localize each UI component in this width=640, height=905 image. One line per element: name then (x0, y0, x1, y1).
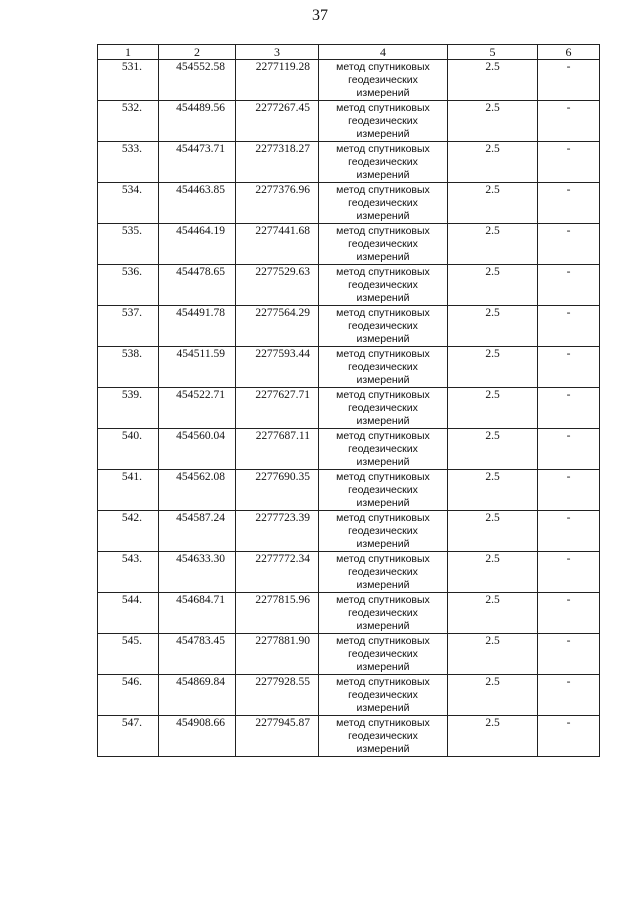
point-number-cell: 532. (98, 101, 159, 142)
x-coordinate-cell: 454464.19 (159, 224, 236, 265)
point-number-cell: 542. (98, 511, 159, 552)
accuracy-cell: 2.5 (448, 511, 538, 552)
note-cell: - (538, 675, 600, 716)
column-header-4: 4 (319, 45, 448, 60)
y-coordinate-cell: 2277928.55 (236, 675, 319, 716)
method-cell: метод спутниковых геодезических измерений (319, 60, 448, 101)
table-row (98, 306, 600, 347)
method-cell: метод спутниковых геодезических измерений (319, 470, 448, 511)
method-cell: метод спутниковых геодезических измерений (319, 265, 448, 306)
table-body (98, 60, 600, 757)
note-cell: - (538, 183, 600, 224)
table-header-row (98, 45, 600, 60)
point-number-cell: 540. (98, 429, 159, 470)
y-coordinate-cell: 2277945.87 (236, 716, 319, 757)
point-number-cell: 536. (98, 265, 159, 306)
table-row (98, 388, 600, 429)
column-header-2: 2 (159, 45, 236, 60)
y-coordinate-cell: 2277815.96 (236, 593, 319, 634)
method-cell: метод спутниковых геодезических измерений (319, 552, 448, 593)
method-cell: метод спутниковых геодезических измерений (319, 101, 448, 142)
point-number-cell: 544. (98, 593, 159, 634)
x-coordinate-cell: 454587.24 (159, 511, 236, 552)
accuracy-cell: 2.5 (448, 265, 538, 306)
table-row (98, 183, 600, 224)
y-coordinate-cell: 2277441.68 (236, 224, 319, 265)
point-number-cell: 535. (98, 224, 159, 265)
accuracy-cell: 2.5 (448, 60, 538, 101)
note-cell: - (538, 388, 600, 429)
accuracy-cell: 2.5 (448, 429, 538, 470)
y-coordinate-cell: 2277687.11 (236, 429, 319, 470)
accuracy-cell: 2.5 (448, 306, 538, 347)
accuracy-cell: 2.5 (448, 470, 538, 511)
x-coordinate-cell: 454463.85 (159, 183, 236, 224)
x-coordinate-cell: 454552.58 (159, 60, 236, 101)
x-coordinate-cell: 454684.71 (159, 593, 236, 634)
table-row (98, 265, 600, 306)
column-header-5: 5 (448, 45, 538, 60)
point-number-cell: 534. (98, 183, 159, 224)
note-cell: - (538, 716, 600, 757)
x-coordinate-cell: 454869.84 (159, 675, 236, 716)
point-number-cell: 543. (98, 552, 159, 593)
accuracy-cell: 2.5 (448, 388, 538, 429)
accuracy-cell: 2.5 (448, 716, 538, 757)
point-number-cell: 531. (98, 60, 159, 101)
x-coordinate-cell: 454560.04 (159, 429, 236, 470)
accuracy-cell: 2.5 (448, 593, 538, 634)
point-number-cell: 533. (98, 142, 159, 183)
x-coordinate-cell: 454491.78 (159, 306, 236, 347)
accuracy-cell: 2.5 (448, 347, 538, 388)
note-cell: - (538, 429, 600, 470)
table-row (98, 716, 600, 757)
y-coordinate-cell: 2277772.34 (236, 552, 319, 593)
y-coordinate-cell: 2277564.29 (236, 306, 319, 347)
y-coordinate-cell: 2277376.96 (236, 183, 319, 224)
method-cell: метод спутниковых геодезических измерений (319, 593, 448, 634)
point-number-cell: 546. (98, 675, 159, 716)
accuracy-cell: 2.5 (448, 675, 538, 716)
table-row (98, 552, 600, 593)
y-coordinate-cell: 2277529.63 (236, 265, 319, 306)
note-cell: - (538, 347, 600, 388)
accuracy-cell: 2.5 (448, 634, 538, 675)
table-row (98, 634, 600, 675)
table-row (98, 101, 600, 142)
table-row (98, 142, 600, 183)
accuracy-cell: 2.5 (448, 552, 538, 593)
point-number-cell: 539. (98, 388, 159, 429)
note-cell: - (538, 593, 600, 634)
y-coordinate-cell: 2277723.39 (236, 511, 319, 552)
method-cell: метод спутниковых геодезических измерений (319, 306, 448, 347)
x-coordinate-cell: 454633.30 (159, 552, 236, 593)
method-cell: метод спутниковых геодезических измерений (319, 429, 448, 470)
method-cell: метод спутниковых геодезических измерений (319, 675, 448, 716)
x-coordinate-cell: 454783.45 (159, 634, 236, 675)
table-row (98, 347, 600, 388)
point-number-cell: 541. (98, 470, 159, 511)
method-cell: метод спутниковых геодезических измерений (319, 716, 448, 757)
accuracy-cell: 2.5 (448, 142, 538, 183)
x-coordinate-cell: 454522.71 (159, 388, 236, 429)
y-coordinate-cell: 2277119.28 (236, 60, 319, 101)
y-coordinate-cell: 2277593.44 (236, 347, 319, 388)
table-row (98, 511, 600, 552)
column-header-1: 1 (98, 45, 159, 60)
method-cell: метод спутниковых геодезических измерений (319, 634, 448, 675)
note-cell: - (538, 265, 600, 306)
point-number-cell: 538. (98, 347, 159, 388)
x-coordinate-cell: 454478.65 (159, 265, 236, 306)
accuracy-cell: 2.5 (448, 101, 538, 142)
y-coordinate-cell: 2277690.35 (236, 470, 319, 511)
y-coordinate-cell: 2277318.27 (236, 142, 319, 183)
x-coordinate-cell: 454489.56 (159, 101, 236, 142)
note-cell: - (538, 224, 600, 265)
x-coordinate-cell: 454473.71 (159, 142, 236, 183)
table-row (98, 60, 600, 101)
method-cell: метод спутниковых геодезических измерений (319, 142, 448, 183)
method-cell: метод спутниковых геодезических измерений (319, 388, 448, 429)
table-row (98, 224, 600, 265)
y-coordinate-cell: 2277267.45 (236, 101, 319, 142)
note-cell: - (538, 306, 600, 347)
note-cell: - (538, 470, 600, 511)
table-row (98, 593, 600, 634)
table-row (98, 429, 600, 470)
method-cell: метод спутниковых геодезических измерений (319, 347, 448, 388)
table-row (98, 675, 600, 716)
page-number: 37 (312, 7, 328, 24)
method-cell: метод спутниковых геодезических измерений (319, 224, 448, 265)
x-coordinate-cell: 454908.66 (159, 716, 236, 757)
note-cell: - (538, 142, 600, 183)
method-cell: метод спутниковых геодезических измерений (319, 183, 448, 224)
accuracy-cell: 2.5 (448, 224, 538, 265)
x-coordinate-cell: 454562.08 (159, 470, 236, 511)
coordinates-table (97, 44, 600, 757)
note-cell: - (538, 634, 600, 675)
y-coordinate-cell: 2277881.90 (236, 634, 319, 675)
note-cell: - (538, 101, 600, 142)
accuracy-cell: 2.5 (448, 183, 538, 224)
point-number-cell: 545. (98, 634, 159, 675)
y-coordinate-cell: 2277627.71 (236, 388, 319, 429)
note-cell: - (538, 60, 600, 101)
column-header-3: 3 (236, 45, 319, 60)
column-header-6: 6 (538, 45, 600, 60)
point-number-cell: 537. (98, 306, 159, 347)
point-number-cell: 547. (98, 716, 159, 757)
note-cell: - (538, 511, 600, 552)
note-cell: - (538, 552, 600, 593)
x-coordinate-cell: 454511.59 (159, 347, 236, 388)
method-cell: метод спутниковых геодезических измерений (319, 511, 448, 552)
table-row (98, 470, 600, 511)
